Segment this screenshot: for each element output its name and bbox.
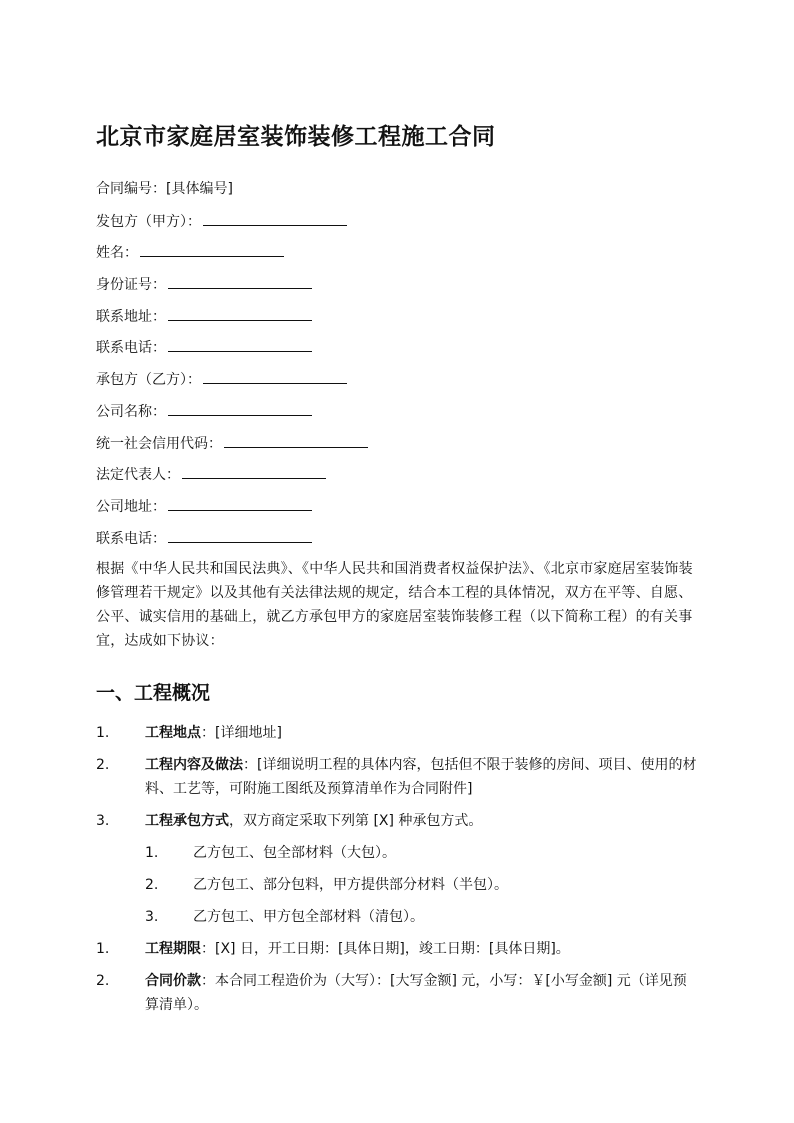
party-a-id	[96, 272, 698, 296]
list-item	[96, 937, 698, 961]
list-item	[96, 969, 698, 1017]
item-number: 3.	[96, 813, 110, 830]
sub-item-number: 3.	[145, 909, 159, 926]
party-a-address	[96, 304, 698, 328]
party-b-heading	[96, 367, 698, 391]
party-b-credit-code-blank[interactable]	[224, 431, 368, 448]
item-label: 合同价款	[145, 973, 201, 990]
item-number: 1.	[96, 941, 110, 958]
sub-list-item	[96, 905, 698, 929]
party-b-legal-rep-label: 法定代表人：	[96, 467, 180, 484]
item-number: 2.	[96, 973, 110, 990]
item-number: 1.	[96, 725, 110, 742]
item-label: 工程内容及做法	[145, 757, 243, 774]
sub-item-text: 乙方包工、部分包料，甲方提供部分材料（半包）。	[193, 877, 508, 894]
party-a-label: 发包方（甲方）：	[96, 213, 201, 230]
item-label: 工程地点	[145, 725, 201, 742]
party-b-credit-code	[96, 431, 698, 455]
party-a-address-label: 联系地址：	[96, 308, 166, 325]
party-a-phone-label: 联系电话：	[96, 340, 166, 357]
party-a-id-blank[interactable]	[168, 272, 312, 289]
party-a-id-label: 身份证号：	[96, 277, 166, 294]
section-heading: 一、工程概况	[96, 682, 211, 705]
party-b-blank[interactable]	[203, 367, 347, 384]
list-item	[96, 809, 698, 833]
party-a-name-label: 姓名：	[96, 245, 138, 262]
preamble-paragraph: 根据《中华人民共和国民法典》、《中华人民共和国消费者权益保护法》、《北京市家庭居室装饰装修管理若干规定》以及其他有关法律法规的规定，结合本工程的具体情况，双方在平等、自愿、公平、诚实信用的基础上，就乙方承包甲方的家庭居室装饰装修工程（以下简称工程）的有关事宜，达成如下协议：	[96, 561, 693, 650]
party-b-company	[96, 399, 698, 423]
party-b-address-label: 公司地址：	[96, 498, 166, 515]
sub-item-number: 2.	[145, 877, 159, 894]
party-a-blank[interactable]	[203, 209, 347, 226]
party-a-name-blank[interactable]	[140, 240, 284, 257]
contract-number-label: 合同编号：	[96, 181, 166, 197]
item-text: ：本合同工程造价为（大写）：[大写金额] 元，小写：￥[小写金额] 元（详见预算清单）。	[145, 973, 687, 1014]
item-text: ：[详细地址]	[201, 725, 282, 742]
list-item	[96, 753, 698, 801]
party-b-company-label: 公司名称：	[96, 403, 166, 420]
party-b-phone-blank[interactable]	[168, 526, 312, 543]
page-title: 北京市家庭居室装饰装修工程施工合同	[96, 124, 496, 150]
sub-item-text: 乙方包工、包全部材料（大包）。	[193, 845, 396, 862]
item-label: 工程承包方式	[145, 813, 229, 830]
item-text: ，双方商定采取下列第 [X] 种承包方式。	[229, 813, 483, 830]
item-label: 工程期限	[145, 941, 201, 958]
party-b-legal-rep-blank[interactable]	[182, 462, 326, 479]
party-b-credit-code-label: 统一社会信用代码：	[96, 435, 222, 452]
party-b-address	[96, 494, 698, 518]
party-b-phone	[96, 526, 698, 550]
party-b-company-blank[interactable]	[168, 399, 312, 416]
item-text: ：[详细说明工程的具体内容，包括但不限于装修的房间、项目、使用的材料、工艺等，可附施工图纸及预算清单作为合同附件]	[145, 757, 697, 798]
sub-item-text: 乙方包工、甲方包全部材料（清包）。	[193, 909, 424, 926]
contract-number	[96, 177, 698, 201]
party-a-phone	[96, 335, 698, 359]
party-a-heading	[96, 209, 698, 233]
sub-list-item	[96, 841, 698, 865]
party-a-address-blank[interactable]	[168, 304, 312, 321]
party-b-phone-label: 联系电话：	[96, 530, 166, 547]
item-number: 2.	[96, 757, 110, 774]
party-b-label: 承包方（乙方）：	[96, 372, 201, 389]
sub-list-item	[96, 873, 698, 897]
item-text: ：[X] 日，开工日期：[具体日期]，竣工日期：[具体日期]。	[201, 941, 570, 958]
sub-item-number: 1.	[145, 845, 159, 862]
party-a-phone-blank[interactable]	[168, 335, 312, 352]
party-b-address-blank[interactable]	[168, 494, 312, 511]
list-item	[96, 721, 698, 745]
party-b-legal-rep	[96, 462, 698, 486]
party-a-name	[96, 240, 698, 264]
contract-number-value: [具体编号]	[166, 181, 233, 197]
